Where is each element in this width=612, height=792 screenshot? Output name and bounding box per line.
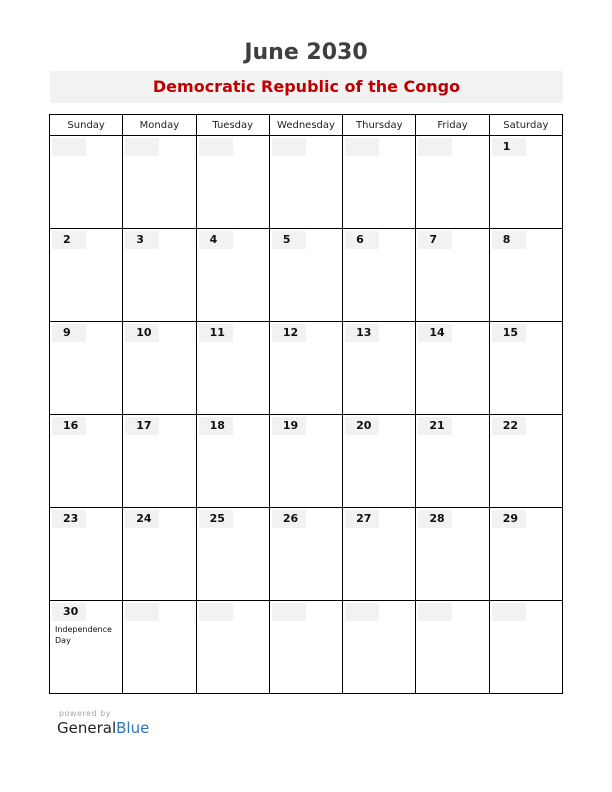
day-number <box>199 603 233 621</box>
day-cell <box>489 229 562 322</box>
day-number: 27 <box>345 510 379 528</box>
day-cell <box>343 136 416 229</box>
calendar-grid <box>49 114 563 694</box>
day-cell <box>196 601 269 694</box>
day-number: 12 <box>272 324 306 342</box>
day-cell <box>343 415 416 508</box>
day-number: 26 <box>272 510 306 528</box>
day-cell <box>416 508 489 601</box>
day-cell <box>269 508 342 601</box>
day-number <box>272 603 306 621</box>
day-cell <box>269 322 342 415</box>
day-cell <box>123 601 196 694</box>
holiday-label: Independence Day <box>55 625 112 645</box>
powered-by-text: powered by <box>59 709 111 718</box>
weekday-header: Thursday <box>343 115 416 136</box>
day-number: 13 <box>345 324 379 342</box>
day-number <box>199 138 233 156</box>
day-number: 6 <box>345 231 379 249</box>
day-number <box>492 603 526 621</box>
weekday-header-row <box>50 115 563 136</box>
day-number: 8 <box>492 231 526 249</box>
day-number: 2 <box>52 231 86 249</box>
day-cell <box>123 229 196 322</box>
day-cell <box>196 136 269 229</box>
day-cell <box>123 508 196 601</box>
day-cell <box>123 136 196 229</box>
weekday-header: Wednesday <box>269 115 342 136</box>
day-cell <box>50 229 123 322</box>
weekday-header: Saturday <box>489 115 562 136</box>
day-cell <box>416 136 489 229</box>
day-number: 7 <box>418 231 452 249</box>
brand-general: General <box>57 719 117 737</box>
day-number: 25 <box>199 510 233 528</box>
day-cell <box>416 415 489 508</box>
day-number: 28 <box>418 510 452 528</box>
day-number <box>125 603 159 621</box>
day-number: 3 <box>125 231 159 249</box>
day-cell <box>489 415 562 508</box>
day-cell <box>50 136 123 229</box>
day-cell <box>343 601 416 694</box>
day-cell <box>196 229 269 322</box>
brand-logo <box>57 719 149 737</box>
day-number: 14 <box>418 324 452 342</box>
weekday-header: Friday <box>416 115 489 136</box>
day-number: 22 <box>492 417 526 435</box>
day-number: 1 <box>492 138 526 156</box>
day-number: 23 <box>52 510 86 528</box>
day-number: 20 <box>345 417 379 435</box>
country-name: Democratic Republic of the Congo <box>152 77 461 96</box>
day-cell <box>123 415 196 508</box>
weekday-header: Tuesday <box>196 115 269 136</box>
day-number: 9 <box>52 324 86 342</box>
day-cell <box>343 508 416 601</box>
day-cell <box>196 415 269 508</box>
day-cell <box>343 229 416 322</box>
day-number: 10 <box>125 324 159 342</box>
day-cell <box>489 601 562 694</box>
weekday-header: Monday <box>123 115 196 136</box>
week-row <box>50 601 563 694</box>
day-cell <box>269 601 342 694</box>
week-row <box>50 229 563 322</box>
day-number <box>272 138 306 156</box>
week-row <box>50 322 563 415</box>
day-number <box>52 138 86 156</box>
country-banner <box>50 71 563 103</box>
week-row <box>50 415 563 508</box>
day-number: 30 <box>52 603 86 621</box>
day-cell <box>269 415 342 508</box>
day-cell <box>50 322 123 415</box>
day-number: 19 <box>272 417 306 435</box>
day-number: 5 <box>272 231 306 249</box>
day-cell <box>269 229 342 322</box>
week-row <box>50 508 563 601</box>
day-number: 18 <box>199 417 233 435</box>
day-number: 16 <box>52 417 86 435</box>
day-number: 24 <box>125 510 159 528</box>
day-cell <box>50 415 123 508</box>
day-number <box>418 138 452 156</box>
day-number: 21 <box>418 417 452 435</box>
week-row <box>50 136 563 229</box>
day-cell <box>50 508 123 601</box>
day-cell <box>343 322 416 415</box>
brand-footer <box>57 709 149 737</box>
day-number: 29 <box>492 510 526 528</box>
day-cell <box>196 322 269 415</box>
brand-blue: Blue <box>116 719 150 737</box>
day-number <box>418 603 452 621</box>
day-cell <box>489 136 562 229</box>
day-cell <box>489 508 562 601</box>
day-number <box>345 138 379 156</box>
day-number <box>125 138 159 156</box>
day-number <box>345 603 379 621</box>
day-cell <box>123 322 196 415</box>
weekday-header: Sunday <box>50 115 123 136</box>
day-cell <box>489 322 562 415</box>
day-cell <box>416 601 489 694</box>
day-number: 17 <box>125 417 159 435</box>
day-number: 15 <box>492 324 526 342</box>
day-cell <box>269 136 342 229</box>
day-cell <box>416 229 489 322</box>
day-cell <box>196 508 269 601</box>
day-cell <box>50 601 123 694</box>
day-number: 11 <box>199 324 233 342</box>
day-cell <box>416 322 489 415</box>
day-number: 4 <box>199 231 233 249</box>
page-title: June 2030 <box>244 40 368 65</box>
